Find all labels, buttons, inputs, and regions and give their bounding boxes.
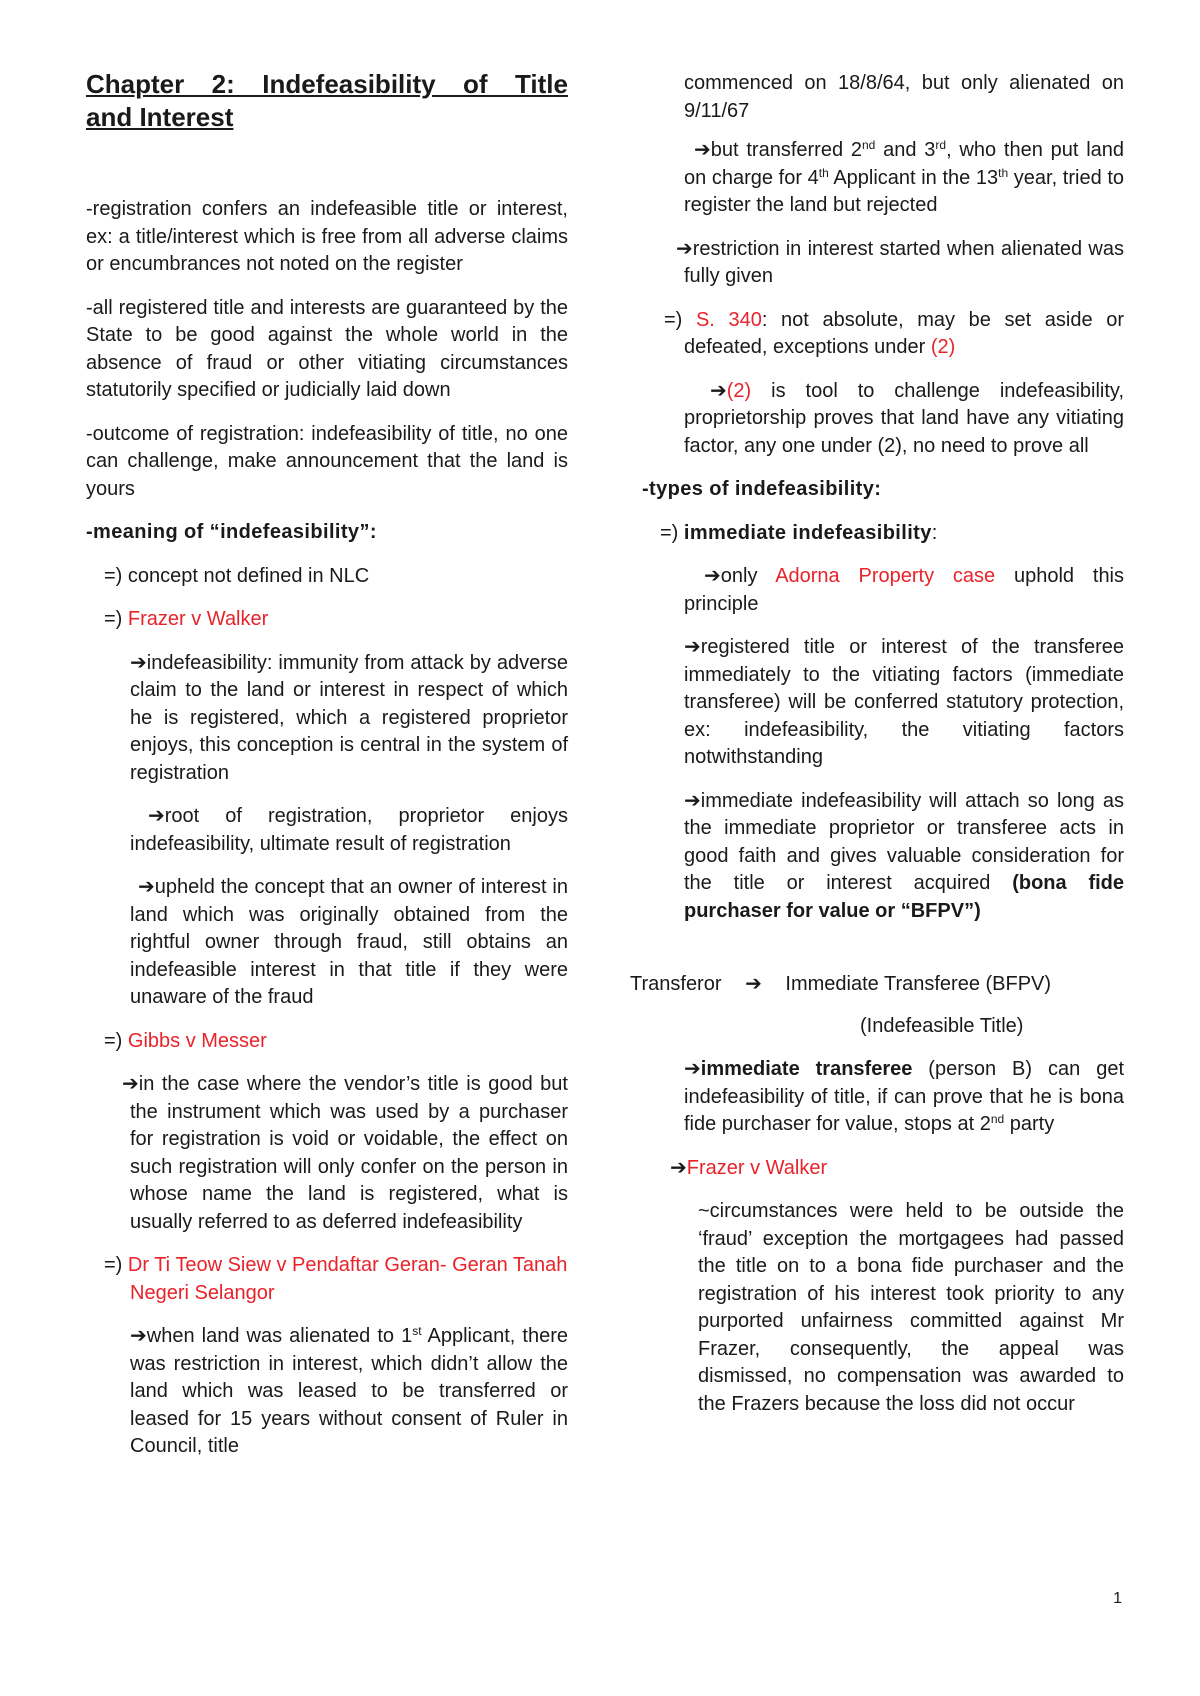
subsection-ref: (2): [726, 379, 752, 402]
case-name: Frazer v Walker: [686, 1156, 828, 1179]
transfer-flow: [630, 971, 1124, 999]
frazer-point-1: [86, 650, 568, 788]
arrow-icon: ➔: [130, 1325, 147, 1347]
point-text: (person B) can get indefeasibility of title, if can prove that he is bona fide purchaser for value, stops at 2: [684, 1058, 1124, 1135]
left-column: [86, 68, 568, 1477]
prefix: =): [664, 308, 696, 331]
case-name: Gibbs v Messer: [127, 1029, 267, 1052]
point-text: , who then put land on charge for 4: [684, 139, 1125, 189]
continued-text: commenced on 18/8/64, but only alienated on 9/11/67: [684, 72, 1124, 122]
superscript: th: [998, 165, 1009, 180]
term: immediate transferee: [700, 1058, 913, 1080]
arrow-icon: ➔: [130, 651, 147, 674]
section-340: [642, 307, 1124, 362]
point-text: and 3: [875, 139, 936, 161]
superscript: rd: [935, 138, 947, 152]
case-name: Adorna Property case: [775, 565, 996, 587]
point-text: : not absolute, may be set aside or defeated, exceptions under: [684, 308, 1125, 358]
heading-types: -types of indefeasibility:: [642, 478, 882, 500]
flow-arrow-icon: ➔: [745, 973, 762, 995]
heading-meaning: -meaning of “indefeasibility”:: [86, 521, 377, 543]
prefix: =): [104, 1029, 128, 1052]
point-text: but transferred 2: [710, 139, 862, 161]
point-text: only: [720, 565, 776, 587]
bfpv-point: [642, 788, 1124, 926]
restriction-point: [642, 236, 1124, 291]
point-text: upheld the concept that an owner of interest in land which was originally obtained from the rightful owner through fraud, still obtains an indefeasible interest in that title if they were unaware of the fraud: [130, 876, 568, 1008]
immediate-indefeasibility: [642, 520, 1124, 548]
bfpv-term: (bona fide purchaser for value or “BFPV”): [684, 872, 1125, 922]
point-text: Applicant in the 13: [828, 166, 999, 189]
adorna-point: [642, 563, 1124, 618]
point-text: when land was alienated to 1: [146, 1325, 413, 1347]
chapter-title: [86, 68, 568, 134]
frazer-point-2: [86, 803, 568, 858]
paragraph-guaranteed-by-state: -all registered title and interests are guaranteed by the State to be good against the whole world in the absence of fraud or other vitiating circumstances statutorily specified or judicially laid down: [86, 296, 568, 401]
dr-ti-point: [86, 1323, 568, 1461]
point-text: year, tried to register the land but rejected: [684, 166, 1125, 216]
point-text: restriction in interest started when alienated was fully given: [684, 237, 1124, 287]
case-name: Frazer v Walker: [127, 608, 269, 630]
prefix: =): [104, 1254, 128, 1276]
page-number: 1: [1113, 1590, 1122, 1607]
point-text: party: [1004, 1113, 1055, 1135]
superscript: nd: [990, 1112, 1005, 1126]
superscript: nd: [861, 138, 876, 152]
frazer-v-walker-ref: [642, 1155, 1124, 1183]
chapter-title-line2: and Interest: [86, 102, 234, 132]
point-text: immediate indefeasibility will attach so long as the immediate proprietor or transferee acts in good faith and gives valuable consideration for the title or interest acquired: [684, 789, 1124, 894]
transferor-label: Transferor: [630, 973, 722, 995]
right-column: [630, 70, 1125, 1434]
arrow-icon: ➔: [704, 565, 721, 587]
point-text: registered title or interest of the transferee immediately to the vitiating factors (immediate transferee) will be conferred statutory protection, ex: indefeasibility, the vitiating factors notwithstanding: [684, 636, 1124, 768]
point-text: indefeasibility: immunity from attack by adverse claim to the land or interest in respect of which he is registered, which a registered proprietor enjoys, this conception is central in the system of registration: [130, 651, 568, 784]
superscript: th: [818, 165, 829, 180]
prefix: =): [660, 521, 684, 544]
arrow-icon: ➔: [138, 876, 155, 898]
point-text: root of registration, proprietor enjoys indefeasibility, ultimate result of registration: [130, 805, 568, 855]
paragraph-outcome: -outcome of registration: indefeasibility of title, no one can challenge, make announcement that the land is yours: [86, 422, 568, 500]
arrow-icon: ➔: [710, 379, 727, 402]
immediate-transferee-point: [642, 1056, 1124, 1139]
point-text: uphold this principle: [684, 565, 1125, 615]
frazer-circumstances: ~circumstances were held to be outside the ‘fraud’ exception the mortgagees had passed the title on to a bona fide purchaser and the registration of his interest took priority to any purported unfairness committed against Mr Frazer, consequently, the appeal was dismissed, no compensation was awarded to the Frazers because the loss did not occur: [698, 1200, 1124, 1415]
point-text: Applicant, there was restriction in interest, which didn’t allow the land which was leased to be transferred or leased for 15 years without consent of Ruler in Council, title: [130, 1325, 568, 1457]
subsection-2-point: [642, 378, 1124, 461]
chapter-title-line1: Chapter 2: Indefeasibility of Title: [86, 69, 568, 99]
statutory-protection-point: [642, 634, 1124, 772]
point-text: is tool to challenge indefeasibility, proprietorship proves that land have any vitiating factor, any one under (2), no need to prove all: [684, 379, 1124, 457]
term: immediate indefeasibility: [683, 521, 932, 544]
arrow-icon: ➔: [684, 789, 701, 812]
case-frazer-v-walker: [86, 606, 568, 634]
arrow-icon: ➔: [676, 237, 693, 260]
arrow-icon: ➔: [684, 636, 701, 658]
case-name: Dr Ti Teow Siew v Pendaftar Geran- Geran Tanah Negeri Selangor: [127, 1254, 568, 1304]
paragraph-registration-confers: -registration confers an indefeasible title or interest, ex: a title/interest which is free from all adverse claims or encumbrances not noted on the register: [86, 198, 568, 275]
arrow-icon: ➔: [122, 1073, 139, 1095]
prefix: =): [104, 608, 128, 630]
gibbs-point: [86, 1071, 568, 1236]
case-gibbs-v-messer: [86, 1028, 568, 1056]
section-ref: S. 340: [695, 308, 762, 331]
superscript: st: [412, 1324, 422, 1338]
subsection-ref: (2): [930, 336, 956, 358]
point-text: in the case where the vendor’s title is good but the instrument which was used by a purchaser for registration is void or voidable, the effect on such registration will only confer on the person in whose name the land is registered, what is usually referred to as deferred indefeasibility: [130, 1073, 568, 1233]
arrow-icon: ➔: [148, 805, 165, 827]
point-not-defined: =) concept not defined in NLC: [104, 564, 370, 587]
frazer-point-3: [86, 874, 568, 1012]
transferee-label: Immediate Transferee (BFPV): [785, 973, 1052, 995]
transferred-point: [642, 137, 1124, 220]
arrow-icon: ➔: [684, 1058, 701, 1080]
suffix: :: [931, 521, 938, 544]
indefeasible-title-label: (Indefeasible Title): [860, 1014, 1024, 1037]
case-dr-ti-teow-siew: [86, 1252, 568, 1307]
arrow-icon: ➔: [670, 1156, 687, 1179]
arrow-icon: ➔: [694, 139, 711, 161]
